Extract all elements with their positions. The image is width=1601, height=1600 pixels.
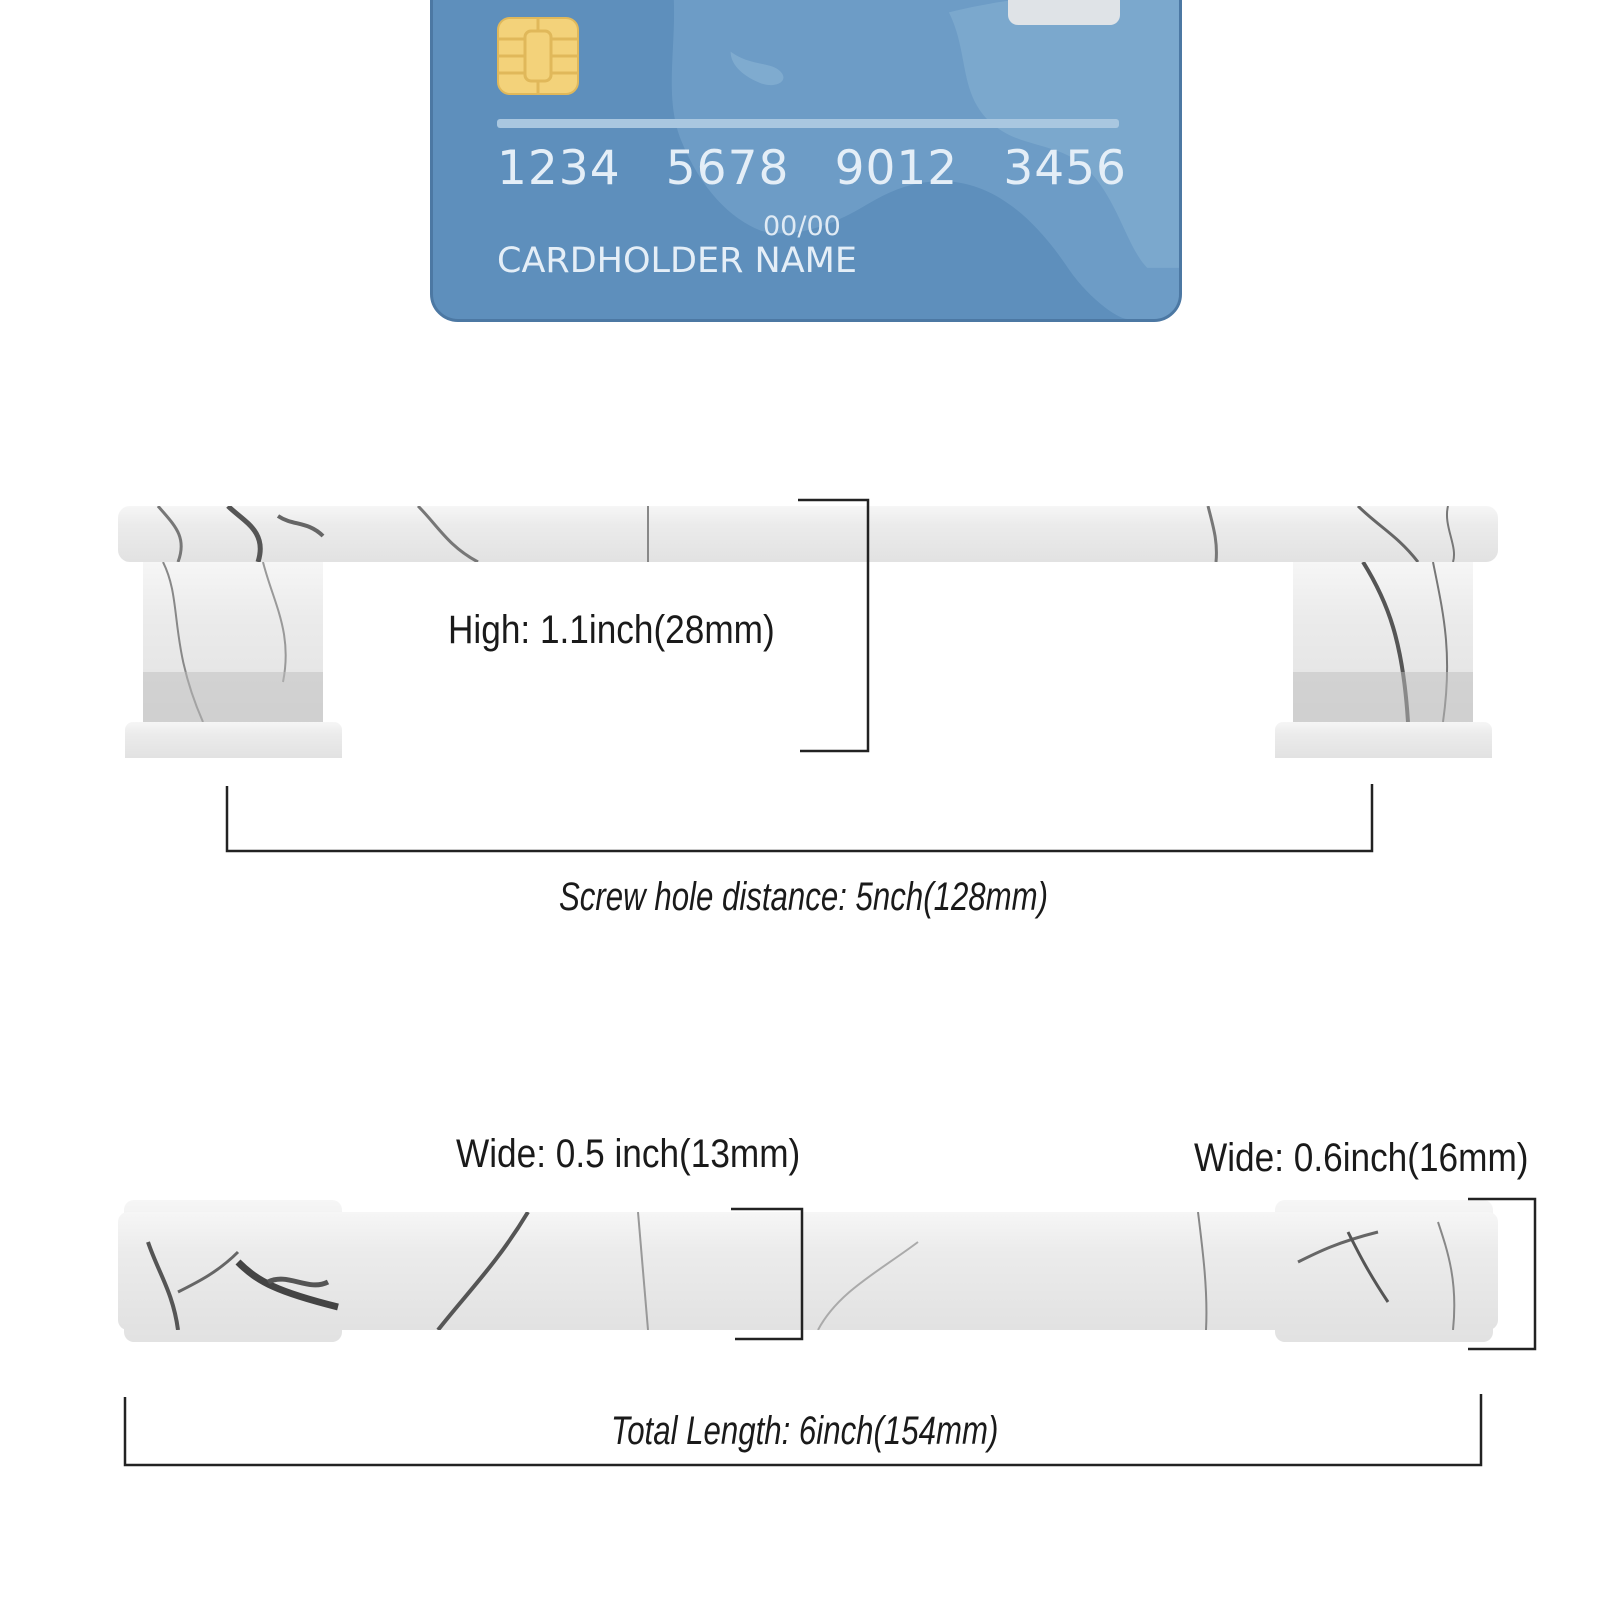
handle-base-right [1275,722,1492,758]
card-stripe [497,119,1119,128]
card-number-group: 5678 [665,141,790,196]
wide-right-label: Wide: 0.6inch(16mm) [1194,1136,1529,1180]
chip-icon [497,17,579,95]
credit-card-illustration [430,0,1182,322]
total-length-label: Total Length: 6inch(154mm) [611,1409,999,1453]
card-expiry: 00/00 [763,211,841,242]
height-label: High: 1.1inch(28mm) [448,608,775,652]
handle-bar-side [118,506,1498,562]
handle-base-left [125,722,342,758]
card-number [497,141,1127,196]
handle-post-left [143,562,323,722]
card-holder-name: CARDHOLDER NAME [497,241,857,281]
card-number-group: 1234 [497,141,621,196]
wide-left-label: Wide: 0.5 inch(13mm) [456,1132,801,1176]
handle-post-right [1293,562,1473,722]
handle-bar-top [118,1212,1498,1330]
card-number-group: 3456 [1003,141,1127,196]
card-number-group: 9012 [834,141,959,196]
hologram-icon [1008,0,1120,25]
screw-distance-bracket [227,784,1372,851]
screw-distance-label: Screw hole distance: 5nch(128mm) [559,875,1049,919]
